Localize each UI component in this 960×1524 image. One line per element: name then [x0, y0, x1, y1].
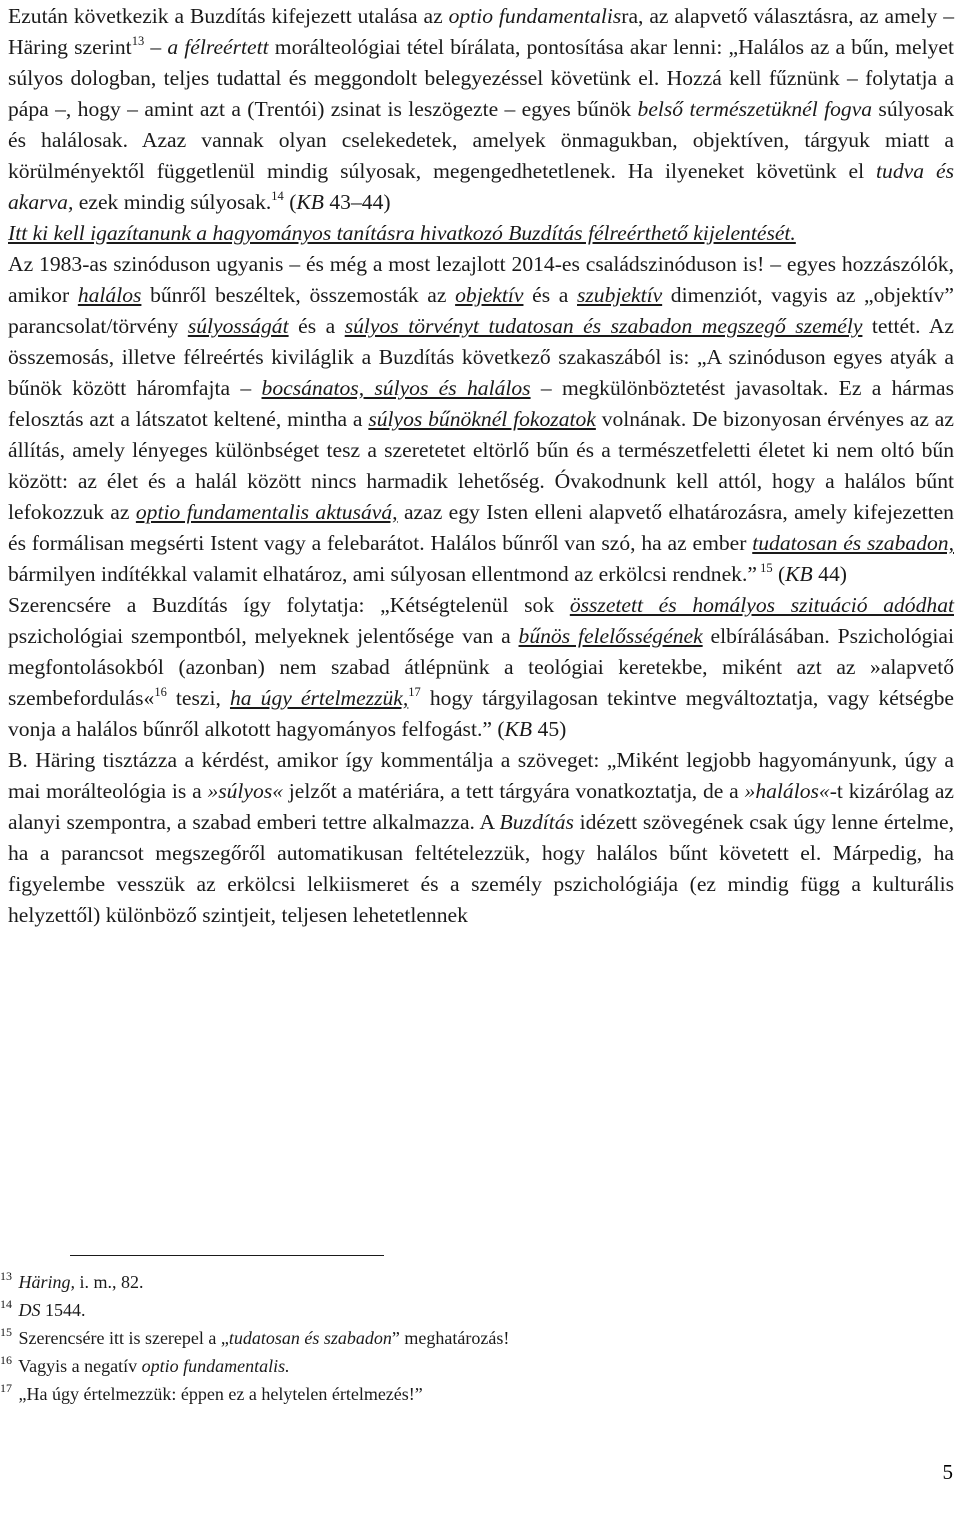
paragraph-2	[8, 218, 954, 249]
text-run: (	[283, 190, 297, 214]
text-run: ” meghatározás!	[391, 1328, 510, 1348]
text-run: pszichológiai szempontból, melyeknek jelentősége van a	[8, 624, 519, 648]
text-run: 43–44)	[323, 190, 391, 214]
footnote-ref: 14	[271, 189, 284, 203]
document-page	[8, 0, 954, 931]
text-run: -t kizárólag az alanyi szempontra, a szabad emberi tettre alkalmazza. A	[8, 779, 954, 834]
text-run: „Ha úgy értelmezzük: éppen ez a helytelen értelmezés!”	[14, 1384, 423, 1404]
emphasis-text: »súlyos«	[207, 779, 284, 803]
text-run: dimenziót, vagyis az „objektív” parancsolat/törvény	[8, 283, 954, 338]
text-run: ezek mindig súlyosak.	[73, 190, 272, 214]
text-run: Az 1983-as szinóduson ugyanis – és még a most lezajlott 2014-es családszinóduson is! – egyes hozzászólók, amikor	[8, 252, 954, 307]
text-run: 45)	[532, 717, 567, 741]
footnote-16	[0, 1352, 946, 1380]
emphasis-text: KB	[504, 717, 533, 741]
emphasis-text: Itt ki kell igazítanunk a hagyományos tanításra hivatkozó Buzdítás félreérthető kijelentését.	[8, 221, 796, 245]
emphasis-text: DS	[18, 1300, 41, 1320]
footnote-ref: 14	[0, 1297, 12, 1311]
paragraph-1	[8, 4, 954, 214]
emphasis-text: optio fundamentalis	[448, 4, 622, 28]
text-run: teszi,	[166, 686, 230, 710]
text-run: ra, az alapvető választásra, az amely – Häring szerint	[8, 4, 955, 59]
emphasis-text: súlyosságát	[187, 314, 289, 338]
footnote-14	[0, 1296, 946, 1324]
text-run: Szerencsére a Buzdítás így folytatja: „Kétségtelenül sok	[8, 593, 570, 617]
text-run: 44)	[812, 562, 847, 586]
text-run: súlyosak és halálosak. Azaz vannak olyan cselekedetek, amelyek önmagukban, objektíven, tárgyuk miatt a körülményektől függetlenül mindig súlyosak, megengedhetetlenek. Ha ilyeneket követünk el	[8, 97, 955, 183]
text-run: –	[144, 35, 168, 59]
emphasis-text: KB	[296, 190, 324, 214]
footnote-ref: 17	[0, 1381, 12, 1395]
emphasis-text: optio fundamentalis aktusává,	[135, 500, 398, 524]
emphasis-text: Häring,	[18, 1272, 76, 1292]
page-number: 5	[942, 1460, 953, 1484]
emphasis-text: belső természetüknél fogva	[637, 97, 873, 121]
text-run: azaz egy Isten elleni alapvető elhatározásra, amely kifejezetten és formálisan megsérti Istent vagy a felebarátot. Halálos bűnről van szó, ha az ember	[8, 500, 954, 555]
emphasis-text: optio fundamentalis.	[141, 1356, 290, 1376]
footnote-ref: 15	[0, 1325, 12, 1339]
text-run: Vagyis a negatív	[14, 1356, 142, 1376]
text-run: hogy tárgyilagosan tekintve megváltoztatja, vagy kétségbe vonja a halálos bűnről alkotott hagyományos felfogást.” (	[8, 686, 955, 741]
emphasis-text: bocsánatos, súlyos és halálos	[261, 376, 531, 400]
emphasis-text: összetett és homályos szituáció adódhat	[569, 593, 954, 617]
emphasis-text: tudatosan és szabadon,	[752, 531, 954, 555]
emphasis-text: objektív	[455, 283, 524, 307]
text-run: – megkülönböztetést javasoltak. Ez a hármas felosztás azt a látszatot keltené, mintha a	[8, 376, 954, 431]
text-run: bármilyen indítékkal valamit elhatároz, ami súlyosan ellentmond az erkölcsi rendnek.”	[8, 562, 757, 586]
emphasis-text: tudva és akarva,	[8, 159, 954, 214]
text-run: B. Häring tisztázza a kérdést, amikor így kommentálja a szöveget: „Miként legjobb hagyományunk, úgy a mai morálteológia is a	[8, 748, 954, 803]
footnote-13	[0, 1268, 946, 1296]
text-run: volnának. De bizonyosan érvényes az az állítás, amely lényeges különbséget tesz a szeretetet eltörlő bűn és a természetfeletti életet ki nem oltó bűn között: az élet és a halál között nincs harmadik lehetőség. Óvakodnunk kell attól, hogy a halálos bűnt lefokozzuk az	[8, 407, 954, 524]
text-run: elbírálásában. Pszichológiai megfontolásokból (azonban) nem szabad átlépnünk a teológiai keretekbe, miként azt az »alapvető szembefordulás«	[8, 624, 954, 710]
footnote-separator	[70, 1255, 384, 1256]
footnote-ref: 13	[131, 34, 145, 48]
emphasis-text: ha úgy értelmezzük,	[229, 686, 409, 710]
text-run: (	[772, 562, 786, 586]
footnote-ref: 16	[0, 1353, 12, 1367]
text-run: tettét. Az összemosás, illetve félreértés kiviláglik a Buzdítás következő szakaszából is: „A szinóduson egyes atyák a bűnök között háromfajta –	[8, 314, 955, 400]
emphasis-text: Buzdítás	[499, 810, 574, 834]
text-run: és a	[288, 314, 345, 338]
emphasis-text: bűnös felelősségének	[518, 624, 703, 648]
footnote-15	[0, 1324, 946, 1352]
emphasis-text: szubjektív	[577, 283, 663, 307]
text-run: 1544.	[40, 1300, 86, 1320]
footnotes	[0, 1268, 946, 1408]
text-run: Ezután következik a Buzdítás kifejezett utalása az	[8, 4, 449, 28]
footnote-17	[0, 1380, 946, 1408]
paragraph-3	[8, 249, 954, 590]
emphasis-text: a félreértett	[167, 35, 269, 59]
text-run: idézett szövegének csak úgy lenne értelme, ha a parancsot megszegőről automatikusan feltételezzük, hogy halálos bűnt követett el. Márpedig, ha figyelembe vesszük az erkölcsi lelkiismeret és a személy pszichológiája (ez mindig függ a kulturális helyzettől) különböző szintjeit, teljesen lehetetlennek	[8, 810, 954, 927]
footnote-ref: 16	[154, 685, 167, 699]
emphasis-text: halálos	[77, 283, 142, 307]
text-run: jelzőt a matériára, a tett tárgyára vonatkoztatja, de a	[283, 779, 745, 803]
emphasis-text: KB	[785, 562, 813, 586]
text-run: Szerencsére itt is szerepel a „	[14, 1328, 229, 1348]
emphasis-text: súlyos törvényt tudatosan és szabadon megszegő személy	[344, 314, 863, 338]
emphasis-text: »halálos«	[744, 779, 830, 803]
footnote-ref: 15	[756, 561, 773, 575]
emphasis-text: tudatosan és szabadon	[228, 1328, 392, 1348]
body-text	[8, 0, 954, 931]
footnote-ref: 13	[0, 1269, 12, 1283]
footnote-ref: 17	[408, 685, 421, 699]
text-run: bűnről beszéltek, összemosták az	[141, 283, 456, 307]
paragraph-4	[8, 590, 954, 745]
text-run: i. m., 82.	[75, 1272, 144, 1292]
paragraph-5	[8, 745, 954, 931]
emphasis-text: súlyos bűnöknél fokozatok	[368, 407, 596, 431]
text-run: morálteológiai tétel bírálata, pontosítása akar lenni: „Halálos az a bűn, melyet súlyos dologban, teljes tudattal és meggondolt belegyezéssel követünk el. Hozzá kell fűznünk – folytatja a pápa –, hogy – amint azt a (Trentói) zsinat is leszögezte – egyes bűnök	[8, 35, 954, 121]
text-run: és a	[523, 283, 577, 307]
